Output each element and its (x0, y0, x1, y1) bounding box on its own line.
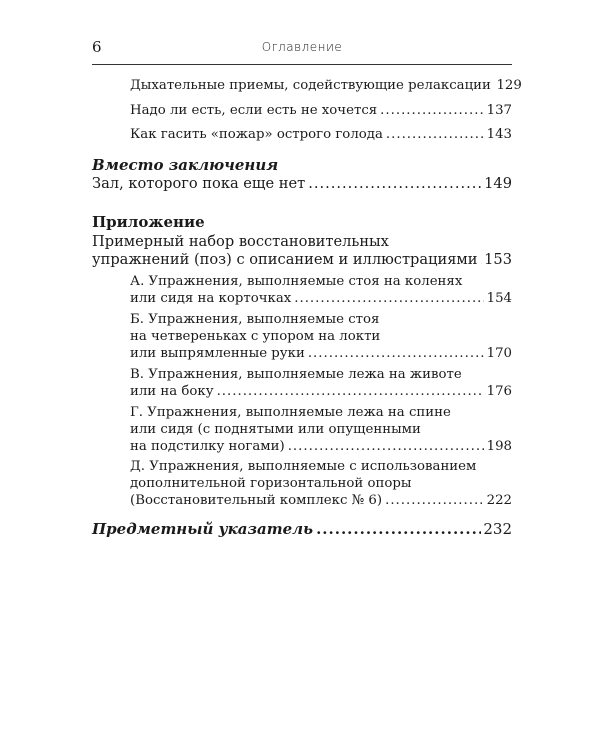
leader-dots (316, 520, 481, 538)
toc-entry-title: Как гасить «пожар» острого голода (130, 127, 383, 142)
toc-entry-hunger[interactable] (130, 126, 512, 143)
leader-dots (385, 492, 484, 509)
toc-entry-title: Дыхательные приемы, содействующие релаксации (130, 78, 491, 93)
page-number: 6 (92, 38, 102, 56)
toc-entry-title: Надо ли есть, если есть не хочется (130, 103, 378, 118)
toc-entry-line: или сидя (с поднятыми или опущенными (130, 422, 421, 437)
toc-entry-title: или на боку (130, 384, 214, 399)
toc-entry-title: или выпрямленные руки (130, 346, 305, 361)
toc-page-number: 170 (486, 346, 512, 361)
leader-dots (380, 102, 484, 119)
toc-page-number: 154 (486, 291, 512, 306)
section-title-conclusion[interactable]: Вместо заключения (92, 156, 279, 174)
toc-entry-breathing[interactable] (130, 77, 522, 94)
toc-entry-title: на подстилку ногами) (130, 439, 285, 454)
running-head: Оглавление (261, 40, 343, 54)
toc-entry-line: на четвереньках с упором на локти (130, 329, 381, 344)
toc-page-number: 143 (486, 127, 512, 142)
toc-page-number: 149 (484, 175, 512, 192)
page-header (92, 38, 512, 62)
header-rule (92, 64, 512, 65)
toc-page-number: 222 (486, 493, 512, 508)
leader-dots (308, 175, 482, 193)
toc-entry-title: или сидя на корточках (130, 291, 292, 306)
toc-page-number: 232 (483, 520, 512, 538)
toc-subentry-b[interactable] (130, 311, 512, 362)
toc-page-number: 198 (486, 439, 512, 454)
toc-entry-line: Примерный набор восстановительных (92, 233, 389, 250)
toc-entry-line: А. Упражнения, выполняемые стоя на коленях (130, 274, 463, 289)
toc-entry-hall[interactable] (92, 175, 512, 193)
toc-entry-line: Г. Упражнения, выполняемые лежа на спине (130, 405, 451, 420)
toc-entry-title: Предметный указатель (92, 520, 314, 538)
toc-entry-exercise-set[interactable] (92, 233, 512, 269)
toc-subentry-d[interactable] (130, 458, 512, 509)
toc-page-number: 153 (484, 251, 512, 268)
toc-entry-line: Б. Упражнения, выполняемые стоя (130, 312, 380, 327)
toc-entry-line: Д. Упражнения, выполняемые с использованием (130, 459, 477, 474)
toc-subentry-v[interactable] (130, 366, 512, 400)
toc-subentry-g[interactable] (130, 404, 512, 455)
section-title-appendix[interactable]: Приложение (92, 213, 205, 231)
toc-subentry-a[interactable] (130, 273, 512, 307)
leader-dots (294, 290, 484, 307)
toc-entry-subject-index[interactable] (92, 520, 512, 538)
leader-dots (288, 438, 484, 455)
toc-entry-title: Зал, которого пока еще нет (92, 175, 306, 192)
toc-entry-title: (Восстановительный комплекс № 6) (130, 493, 383, 508)
leader-dots (481, 251, 483, 269)
toc-page-number: 176 (486, 384, 512, 399)
toc-entry-title: упражнений (поз) с описанием и иллюстрациями (92, 251, 478, 268)
toc-page-number: 137 (486, 103, 512, 118)
toc-page-number: 129 (496, 78, 522, 93)
toc-entry-line: В. Упражнения, выполняемые лежа на животе (130, 367, 462, 382)
leader-dots (217, 383, 484, 400)
toc-entry-eating[interactable] (130, 102, 512, 119)
leader-dots (308, 345, 484, 362)
toc-entry-line: дополнительной горизонтальной опоры (130, 476, 412, 491)
leader-dots (386, 126, 484, 143)
